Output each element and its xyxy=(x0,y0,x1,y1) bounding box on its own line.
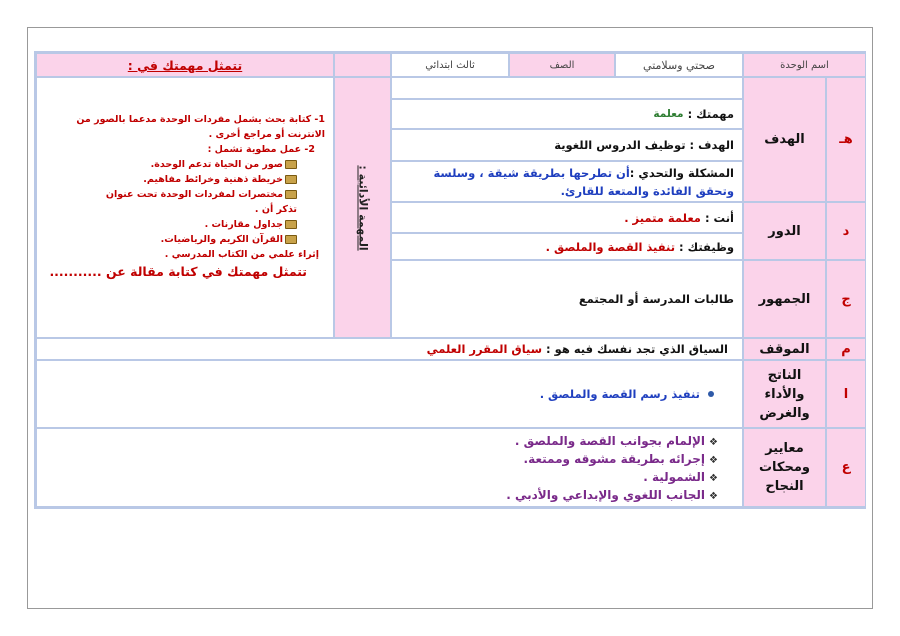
you-row xyxy=(391,202,743,233)
task-line-1: 1- كتابة بحث يشمل مفردات الوحدة مدعما بالصور من الانترنت أو مراجع أخرى . xyxy=(76,114,325,140)
criteria-item: ❖الشمولية . xyxy=(643,470,718,484)
audience-label: الجمهور xyxy=(743,260,826,338)
you-label: أنت : xyxy=(704,210,734,225)
situation-value: سياق المقرر العلمي xyxy=(426,342,543,356)
task-label: مهمتك : xyxy=(687,107,734,121)
goal-spacer-row xyxy=(391,77,743,99)
criteria-item: ❖الإلمام بجوانب القصة والملصق . xyxy=(514,434,718,448)
diamond-star-icon: ❖ xyxy=(709,437,718,448)
book-icon xyxy=(285,190,297,199)
grasps-table xyxy=(34,51,866,509)
task-value: معلمة xyxy=(653,108,684,120)
problem-label: المشكلة والتحدي : xyxy=(629,166,734,180)
product-label: الناتج والأداء والغرض xyxy=(743,360,826,428)
goal-text-label: الهدف : xyxy=(689,138,734,152)
product-item: تنفيذ رسم القصة والملصق . xyxy=(539,387,700,401)
job-value: تنفيذ القصة والملصق . xyxy=(545,239,676,254)
product-row xyxy=(36,360,743,428)
task-details xyxy=(36,77,334,338)
criteria-row xyxy=(36,428,743,507)
situation-letter: م xyxy=(826,338,866,360)
criteria-item: ❖الجانب اللغوي والإبداعي والأدبي . xyxy=(506,488,718,502)
performance-task-label: المهمة الأدائية : xyxy=(356,165,370,251)
task-closing: تتمثل مهمتك في كتابة مقالة عن ........... xyxy=(49,264,307,279)
book-icon xyxy=(285,160,297,169)
situation-label: الموقف xyxy=(743,338,826,360)
role-letter: د xyxy=(826,202,866,260)
criteria-label: معايير ومحكات النجاح xyxy=(743,428,826,507)
subitem-1: صور من الحياة تدعم الوحدة. xyxy=(45,157,325,172)
bullet-icon xyxy=(708,391,714,397)
situation-text: السياق الذي تجد نفسك فيه هو : xyxy=(546,342,728,356)
task-row xyxy=(391,99,743,129)
goal-label: الهدف xyxy=(743,77,826,202)
diamond-star-icon: ❖ xyxy=(709,455,718,466)
book-icon xyxy=(285,220,297,229)
subitem-2: خريطة ذهنية وخرائط مفاهيم. xyxy=(45,172,325,187)
header-spacer xyxy=(334,53,391,77)
task-line-3: إثراء علمي من الكتاب المدرسي . xyxy=(164,249,319,260)
problem-row xyxy=(391,161,743,202)
subitem-3: مختصرات لمفردات الوحدة تحت عنوان تذكر أن . xyxy=(105,189,297,215)
class-value: ثالث ابتدائي xyxy=(391,53,509,77)
task-heading: تتمثل مهمتك في : xyxy=(36,53,334,77)
book-icon xyxy=(285,175,297,184)
subitem-4: جداول مقارنات . xyxy=(45,217,325,232)
product-letter: ا xyxy=(826,360,866,428)
book-icon xyxy=(285,235,297,244)
performance-task-column xyxy=(334,77,391,338)
diamond-star-icon: ❖ xyxy=(709,491,718,502)
unit-name-label: اسم الوحدة xyxy=(743,53,866,77)
task-line-2: 2- عمل مطوية تشمل : xyxy=(207,144,315,155)
goal-row xyxy=(391,129,743,161)
problem-value: أن تطرحها بطريقة شيقة ، وسلسة وتحقق الفائدة والمتعة للقارئ. xyxy=(433,166,734,198)
situation-row xyxy=(36,338,743,360)
criteria-letter: ع xyxy=(826,428,866,507)
job-label: وظيفتك : xyxy=(679,239,734,254)
job-row xyxy=(391,233,743,260)
goal-letter: هـ xyxy=(826,77,866,202)
goal-text-value: توظيف الدروس اللغوية xyxy=(554,138,686,152)
audience-letter: ج xyxy=(826,260,866,338)
unit-name-value: صحتي وسلامتي xyxy=(615,53,743,77)
subitem-5: القرآن الكريم والرياضيات. xyxy=(45,232,325,247)
criteria-item: ❖إجرائه بطريقة مشوقه وممتعة. xyxy=(523,452,718,466)
you-value: معلمة متميز . xyxy=(624,210,701,225)
audience-value: طالبات المدرسة أو المجتمع xyxy=(391,260,743,338)
class-label: الصف xyxy=(509,53,615,77)
diamond-star-icon: ❖ xyxy=(709,473,718,484)
role-label: الدور xyxy=(743,202,826,260)
